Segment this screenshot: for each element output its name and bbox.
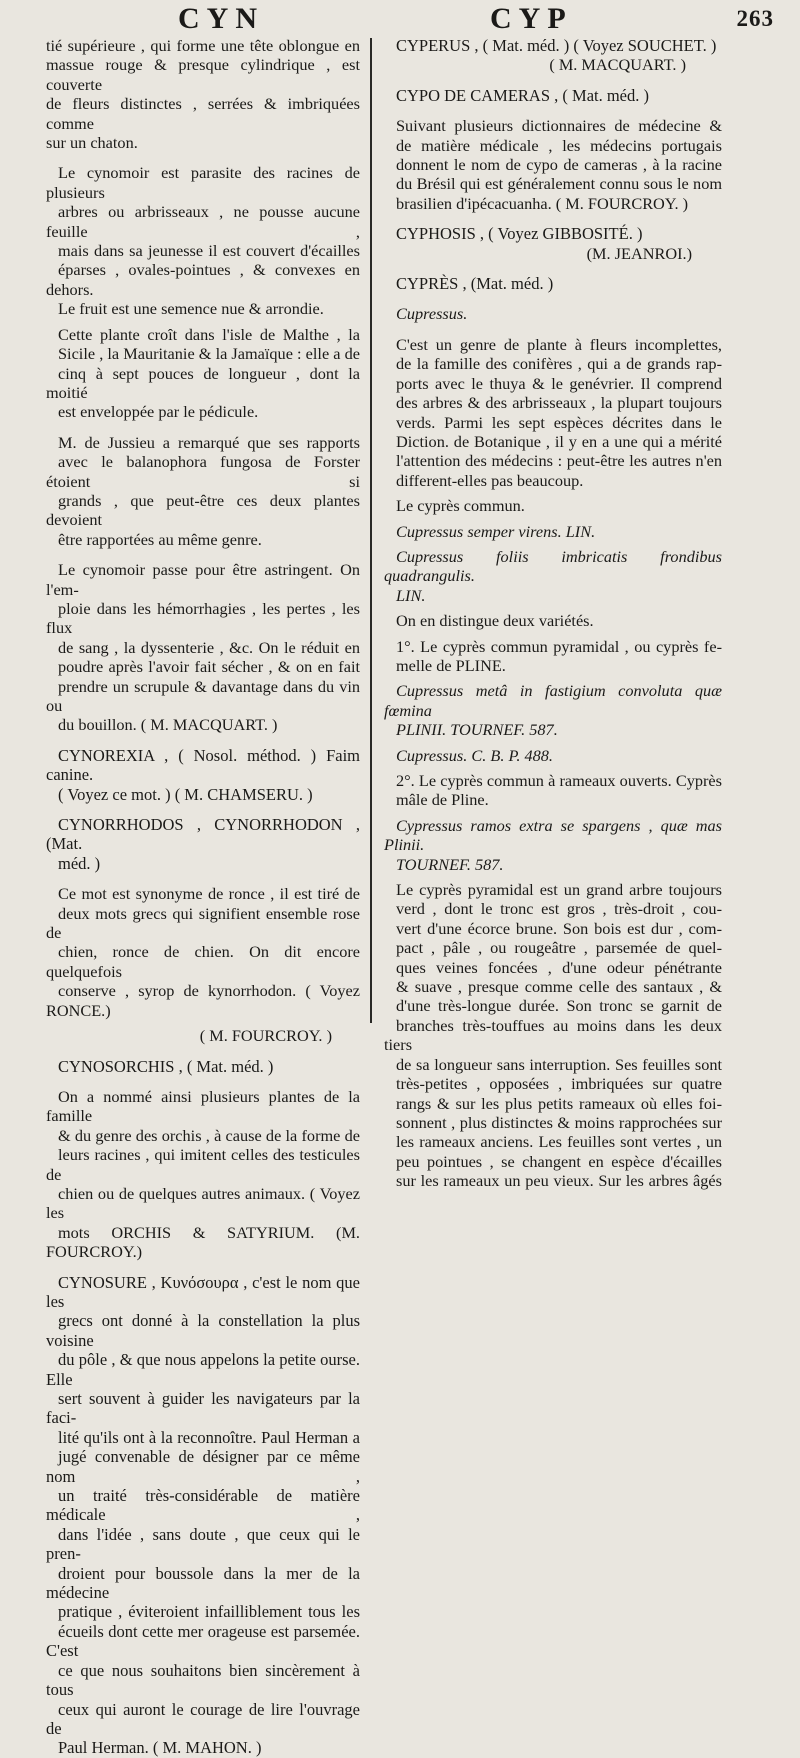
text-line: deux mots grecs qui signifient ensemble rose de bbox=[46, 903, 360, 943]
text-line: de matière médicale , les médecins portugais bbox=[396, 135, 722, 155]
variety-two-latin bbox=[384, 816, 722, 874]
cupressus-foliis bbox=[384, 547, 722, 605]
varieties-intro: On en distingue deux variétés. bbox=[396, 611, 594, 631]
page-number: 263 bbox=[736, 6, 774, 31]
text-line: chien, ronce de chien. On dit encore quelquefois bbox=[46, 942, 360, 981]
text-line: prendre un scrupule & davantage dans du vin ou bbox=[46, 676, 360, 715]
paragraph-continuation bbox=[46, 36, 360, 152]
text-line: mais dans sa jeunesse il est couvert d'écailles bbox=[58, 241, 360, 261]
text-line: de sa longueur sans interruption. Ses feuilles sont bbox=[396, 1054, 722, 1074]
text-line: tié supérieure , qui forme une tête oblongue en bbox=[46, 36, 360, 55]
text-line: ( Voyez ce mot. ) ( M. CHAMSERU. ) bbox=[58, 784, 313, 804]
text-line: Le cynomoir est parasite des racines de plusieurs bbox=[46, 163, 360, 202]
text-line: les rameaux anciens. Les feuilles sont vertes , un bbox=[396, 1132, 722, 1152]
text-line: Le cyprès pyramidal est un grand arbre toujours bbox=[396, 880, 722, 900]
text-line: verds. Parmi les sept espèces décrites dans le bbox=[396, 412, 722, 432]
text-line: être rapportées au même genre. bbox=[58, 529, 262, 549]
text-line: mots ORCHIS & SATYRIUM. (M. FOURCROY.) bbox=[46, 1222, 360, 1262]
entry-cynosorchis-heading: CYNOSORCHIS , ( Mat. méd. ) bbox=[58, 1056, 274, 1076]
text-line: different-elles pas beaucoup. bbox=[396, 470, 584, 490]
variety-one-cbp: Cupressus. C. B. P. 488. bbox=[396, 745, 553, 765]
paragraph-cynomoir-parasite bbox=[46, 163, 360, 318]
paragraph-cynomoir-usage bbox=[46, 560, 360, 735]
text-line: chien ou de quelques autres animaux. ( Voyez les bbox=[46, 1183, 360, 1223]
entry-cynosure bbox=[46, 1273, 360, 1758]
text-line: de la famille des conifères , qui a de grands rap- bbox=[396, 354, 722, 374]
text-line: & suave , presque comme celle des santaux , & bbox=[396, 977, 722, 997]
text-line: ceux qui auront le courage de lire l'ouvrage de bbox=[46, 1699, 360, 1738]
text-line: Cypressus ramos extra se spargens , quæ mas Plinii. bbox=[384, 815, 722, 855]
text-line: méd. ) bbox=[58, 853, 101, 873]
entry-cyperus-heading: CYPERUS , ( Mat. méd. ) ( Voyez SOUCHET. ) bbox=[396, 36, 717, 55]
paragraph-jussieu bbox=[46, 433, 360, 549]
text-line: sert souvent à guider les navigateurs par la faci- bbox=[46, 1389, 360, 1428]
cypres-description bbox=[384, 880, 722, 1191]
text-line: Cupressus foliis imbricatis frondibus quadrangulis. bbox=[384, 546, 722, 586]
entry-cynorrhodos-heading bbox=[46, 815, 360, 873]
text-line: Sicile , la Mauritanie & la Jamaïque : elle a de bbox=[58, 344, 360, 364]
text-line: de sang , la dyssenterie , &c. On le réduit en bbox=[58, 637, 360, 657]
right-column bbox=[384, 36, 722, 1191]
signature-jeanroi: (M. JEANROI.) bbox=[586, 243, 692, 263]
text-line: ques veines foncées , d'une odeur pénétrante bbox=[396, 957, 722, 977]
text-line: Le fruit est une semence nue & arrondie. bbox=[58, 299, 324, 319]
text-line: & du genre des orchis , à cause de la forme de bbox=[58, 1125, 360, 1145]
text-line: droient pour boussole dans la mer de la médecine bbox=[46, 1563, 360, 1603]
text-line: du Brésil qui est généralement connu sous le nom bbox=[396, 174, 722, 194]
text-line: ports avec le thuya & le genévrier. Il comprend bbox=[396, 373, 722, 393]
text-line: lité qu'ils ont à la reconnoître. Paul Herman a bbox=[58, 1427, 360, 1447]
entry-cypres-heading: CYPRÈS , (Mat. méd. ) bbox=[396, 274, 554, 294]
signature-macquart: ( M. MACQUART. ) bbox=[549, 55, 686, 75]
text-line: verd , dont le tronc est gros , très-droit , cou- bbox=[396, 899, 722, 919]
text-line: TOURNEF. 587. bbox=[396, 854, 504, 874]
text-line: On a nommé ainsi plusieurs plantes de la famille bbox=[46, 1086, 360, 1126]
text-line: M. de Jussieu a remarqué que ses rapports bbox=[58, 432, 360, 452]
text-line: des arbres & des arbrisseaux , la plupart toujours bbox=[396, 393, 722, 413]
text-line: rangs & sur les plus petits rameaux où elles foi- bbox=[396, 1093, 722, 1113]
text-line: très-petites , opposées , imbriquées sur quatre bbox=[396, 1074, 722, 1094]
text-line: de fleurs distinctes , serrées & imbriquées comme bbox=[46, 94, 360, 133]
entry-cynosorchis-body bbox=[46, 1087, 360, 1262]
entry-cypo-body bbox=[384, 116, 722, 213]
entry-cynorexia bbox=[46, 746, 360, 804]
text-line: du pôle , & que nous appelons la petite ourse. Elle bbox=[46, 1350, 360, 1389]
text-line: CYNOSURE , Κυνόσουρα , c'est le nom que les bbox=[46, 1272, 360, 1311]
text-line: est enveloppée par le pédicule. bbox=[58, 402, 259, 422]
paragraph-cynomoir-habitat bbox=[46, 325, 360, 422]
text-line: branches très-touffues au moins dans les deux tiers bbox=[384, 1015, 722, 1055]
text-line: l'attention des médecins : peut-être les autres n'en bbox=[396, 451, 722, 471]
running-head-right: CYP bbox=[490, 2, 573, 35]
text-line: avec le balanophora fungosa de Forster étoient si bbox=[46, 452, 360, 491]
text-line: Suivant plusieurs dictionnaires de médecine & bbox=[396, 116, 722, 136]
text-line: melle de PLINE. bbox=[396, 655, 506, 675]
text-line: 1°. Le cyprès commun pyramidal , ou cyprès fe- bbox=[396, 636, 722, 656]
text-line: un traité très-considérable de matière médicale , bbox=[46, 1486, 360, 1525]
text-line: pact , pâle , ou rougeâtre , parsemée de quel- bbox=[396, 938, 722, 958]
variety-two bbox=[384, 771, 722, 810]
text-line: peu pointues , se changent en espèce d'écailles bbox=[396, 1151, 722, 1171]
entry-cynorrhodos-body bbox=[46, 884, 360, 1020]
text-line: sonnent , plus distinctes & moins rapprochées sur bbox=[396, 1112, 722, 1132]
text-line: grecs ont donné à la constellation la plus voisine bbox=[46, 1311, 360, 1350]
cypres-commun: Le cyprès commun. bbox=[396, 496, 525, 516]
signature-fourcroy: ( M. FOURCROY. ) bbox=[199, 1026, 332, 1046]
text-line: du bouillon. ( M. MACQUART. ) bbox=[58, 715, 278, 735]
text-line: ploie dans les hémorrhagies , les pertes , les flux bbox=[46, 598, 360, 638]
text-line: sur un chaton. bbox=[46, 133, 138, 153]
left-column bbox=[46, 36, 360, 1758]
text-line: CYNORRHODOS , CYNORRHODON , (Mat. bbox=[46, 815, 360, 854]
text-line: brasilien d'ipécacuanha. ( M. FOURCROY. ) bbox=[396, 193, 689, 213]
text-line: PLINII. TOURNEF. 587. bbox=[396, 720, 558, 740]
text-line: Le cynomoir passe pour être astringent. On l'em- bbox=[46, 560, 360, 599]
text-line: LIN. bbox=[396, 585, 426, 605]
entry-cyphosis-heading: CYPHOSIS , ( Voyez GIBBOSITÉ. ) bbox=[396, 224, 643, 244]
running-head-left: CYN bbox=[178, 2, 264, 35]
text-line: pratique , éviteroient infailliblement tous les bbox=[58, 1602, 360, 1622]
text-line: cinq à sept pouces de longueur , dont la moitié bbox=[46, 363, 360, 402]
text-line: C'est un genre de plante à fleurs incomplettes, bbox=[396, 334, 722, 354]
cupressus-genus: Cupressus. bbox=[396, 304, 468, 324]
text-line: donnent le nom de cypo de cameras , à la racine bbox=[396, 155, 722, 175]
text-line: d'une très-longue durée. Son tronc se garnit de bbox=[396, 996, 722, 1016]
text-line: dans l'idée , sans doute , que ceux qui le pren- bbox=[46, 1524, 360, 1564]
text-line: Diction. de Botanique , il y en a une qui a mérité bbox=[396, 431, 722, 451]
text-line: arbres ou arbrisseaux , ne pousse aucune feuille , bbox=[46, 202, 360, 241]
text-line: poudre après l'avoir fait sécher , & on en fait bbox=[58, 657, 360, 677]
variety-one-latin bbox=[384, 681, 722, 739]
column-divider bbox=[370, 38, 372, 1023]
text-line: ce que nous souhaitons bien sincèrement à tous bbox=[46, 1660, 360, 1700]
text-line: mâle de Pline. bbox=[396, 790, 489, 810]
entry-cypres-body bbox=[384, 335, 722, 490]
text-line: Cette plante croît dans l'isle de Malthe , la bbox=[58, 324, 360, 344]
text-line: grands , que peut-être ces deux plantes devoient bbox=[46, 490, 360, 530]
text-line: 2°. Le cyprès commun à rameaux ouverts. Cyprès bbox=[396, 771, 722, 790]
text-line: CYNOREXIA , ( Nosol. méthod. ) Faim canine. bbox=[46, 745, 360, 785]
text-line: éparses , ovales-pointues , & convexes en dehors. bbox=[46, 260, 360, 299]
text-line: Cupressus metâ in fastigium convoluta quæ fœmina bbox=[384, 681, 722, 720]
text-line: vert d'une écorce brune. Son bois est dur , com- bbox=[396, 918, 722, 938]
text-line: écueils dont cette mer orageuse est parsemée. C'est bbox=[46, 1621, 360, 1661]
text-line: leurs racines , qui imitent celles des testicules de bbox=[46, 1145, 360, 1184]
text-line: Paul Herman. ( M. MAHON. ) bbox=[58, 1738, 262, 1758]
cupressus-semper-virens: Cupressus semper virens. LIN. bbox=[396, 521, 596, 541]
variety-one bbox=[384, 637, 722, 676]
text-line: sur les rameaux un peu vieux. Sur les arbres âgés bbox=[396, 1171, 722, 1191]
entry-cypo-heading: CYPO DE CAMERAS , ( Mat. méd. ) bbox=[396, 85, 650, 105]
text-line: Ce mot est synonyme de ronce , il est tiré de bbox=[58, 884, 360, 904]
text-line: conserve , syrop de kynorrhodon. ( Voyez RONCE.) bbox=[46, 981, 360, 1020]
text-line: jugé convenable de désigner par ce même nom , bbox=[46, 1447, 360, 1486]
text-line: massue rouge & presque cylindrique , est couverte bbox=[46, 55, 360, 94]
